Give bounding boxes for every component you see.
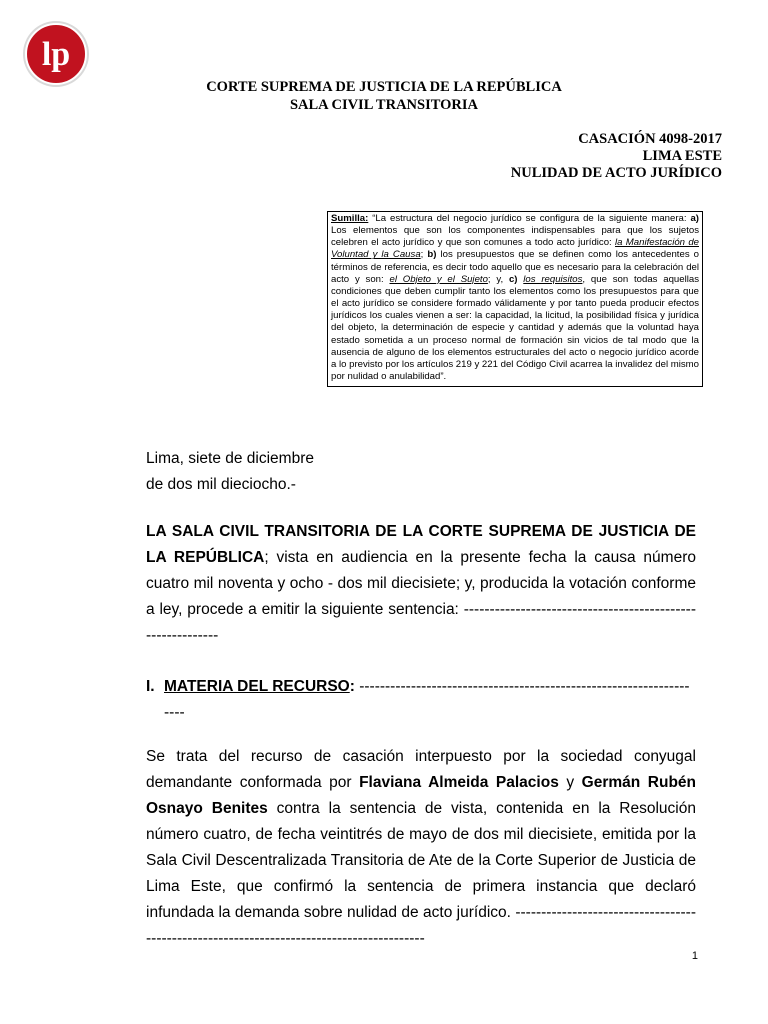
intro-rest: ; vista en audiencia en la presente fecha la causa número cuatro mil noventa y ocho - dos mil diecisiete; y, producida la votación conforme a ley, procede a emitir la siguiente sentencia: ----------------------------------------------------------- (146, 549, 696, 644)
sumilla-text-3: ; (420, 249, 428, 261)
sumilla-underlined-1: la Manifestación de Voluntad y la Causa (331, 237, 699, 261)
body-paragraph (146, 744, 696, 952)
court-name: CORTE SUPREMA DE JUSTICIA DE LA REPÚBLICA (206, 79, 562, 95)
logo-text: lp (41, 36, 71, 73)
date-block (146, 446, 314, 498)
intro-paragraph (146, 519, 696, 649)
intro-bold: LA SALA CIVIL TRANSITORIA DE LA CORTE SUPREMA DE JUSTICIA DE LA REPÚBLICA (146, 523, 696, 566)
sumilla-marker-c: c) (508, 273, 518, 285)
sumilla-marker-a: a) (690, 213, 699, 224)
date-line-1: Lima, siete de diciembre (146, 450, 314, 467)
sumilla-text-2: Los elementos que son los componentes indispensables para que los sujetos celebren el acto jurídico y que son comunes a todo acto jurídico: (331, 225, 699, 249)
date-line-2: de dos mil dieciocho.- (146, 476, 296, 493)
case-district: LIMA ESTE (642, 148, 722, 164)
sumilla-text-7: , que son todas aquellas condiciones que deben cumplir tanto los elementos como los presupuestos para que el acto jurídico se considere formado válidamente y por tanto pueda producir efectos jurídicos los cuales vienen a ser: la capacidad, la licitud, la posibilidad física y jurídica del objeto, la determinación de especie y cantidad y además que la voluntad haya estado sometida a un proceso normal de formación sin vicios de tal modo que la ausencia de alguno de los elementos estructurales del acto o negocio jurídico acorde a lo previsto por los artículos 219 y 221 del Código Civil acarrea la invalidez del mismo por nulidad o anulabilidad”. (331, 273, 699, 383)
page-number: 1 (691, 950, 698, 962)
section-heading (146, 674, 696, 726)
sumilla-text-1: “La estructura del negocio jurídico se configura de la siguiente manera: (368, 213, 691, 224)
para-text-3: contra la sentencia de vista, contenida en la Resolución número cuatro, de fecha veintitrés de mayo de dos mil diecisiete, emitida por la Sala Civil Descentralizada Transitoria de Ate de la Corte Superior de Justicia de Lima Este, que confirmó la sentencia de primera instancia que declaró infundada la demanda sobre nulidad de acto jurídico. ----------------------------------------------------------------------------------------- (146, 800, 696, 947)
section-colon: : (349, 678, 355, 695)
section-dashes-2: ---- (164, 704, 185, 721)
sumilla-marker-b: b) (427, 249, 437, 261)
case-matter: NULIDAD DE ACTO JURÍDICO (510, 165, 722, 181)
sumilla-text-5: ; y, (487, 273, 509, 285)
sumilla-underlined-2: el Objeto y el Sujeto (389, 273, 488, 285)
para-text-2: y (558, 774, 582, 791)
section-dashes-1: ---------------------------------------------------------------- (354, 678, 690, 695)
sumilla-label: Sumilla: (331, 213, 369, 224)
sumilla-box (327, 211, 703, 387)
para-text-1: Se trata del recurso de casación interpuesto por la sociedad conyugal demandante conformada por (146, 748, 696, 791)
section-number: I. (146, 678, 155, 695)
case-number: CASACIÓN 4098-2017 (578, 131, 722, 147)
section-title: MATERIA DEL RECURSO (164, 678, 350, 695)
party-name-2: Germán Rubén Osnayo Benites (146, 774, 697, 817)
sumilla-underlined-3: los requisitos (523, 273, 583, 285)
chamber-name: SALA CIVIL TRANSITORIA (289, 97, 479, 113)
party-name-1: Flaviana Almeida Palacios (359, 774, 559, 791)
sumilla-text-4: los presupuestos que se definen como los antecedentes o términos de referencia, es decir todo aquello que es necesario para la celebración del acto y son: (331, 249, 699, 285)
